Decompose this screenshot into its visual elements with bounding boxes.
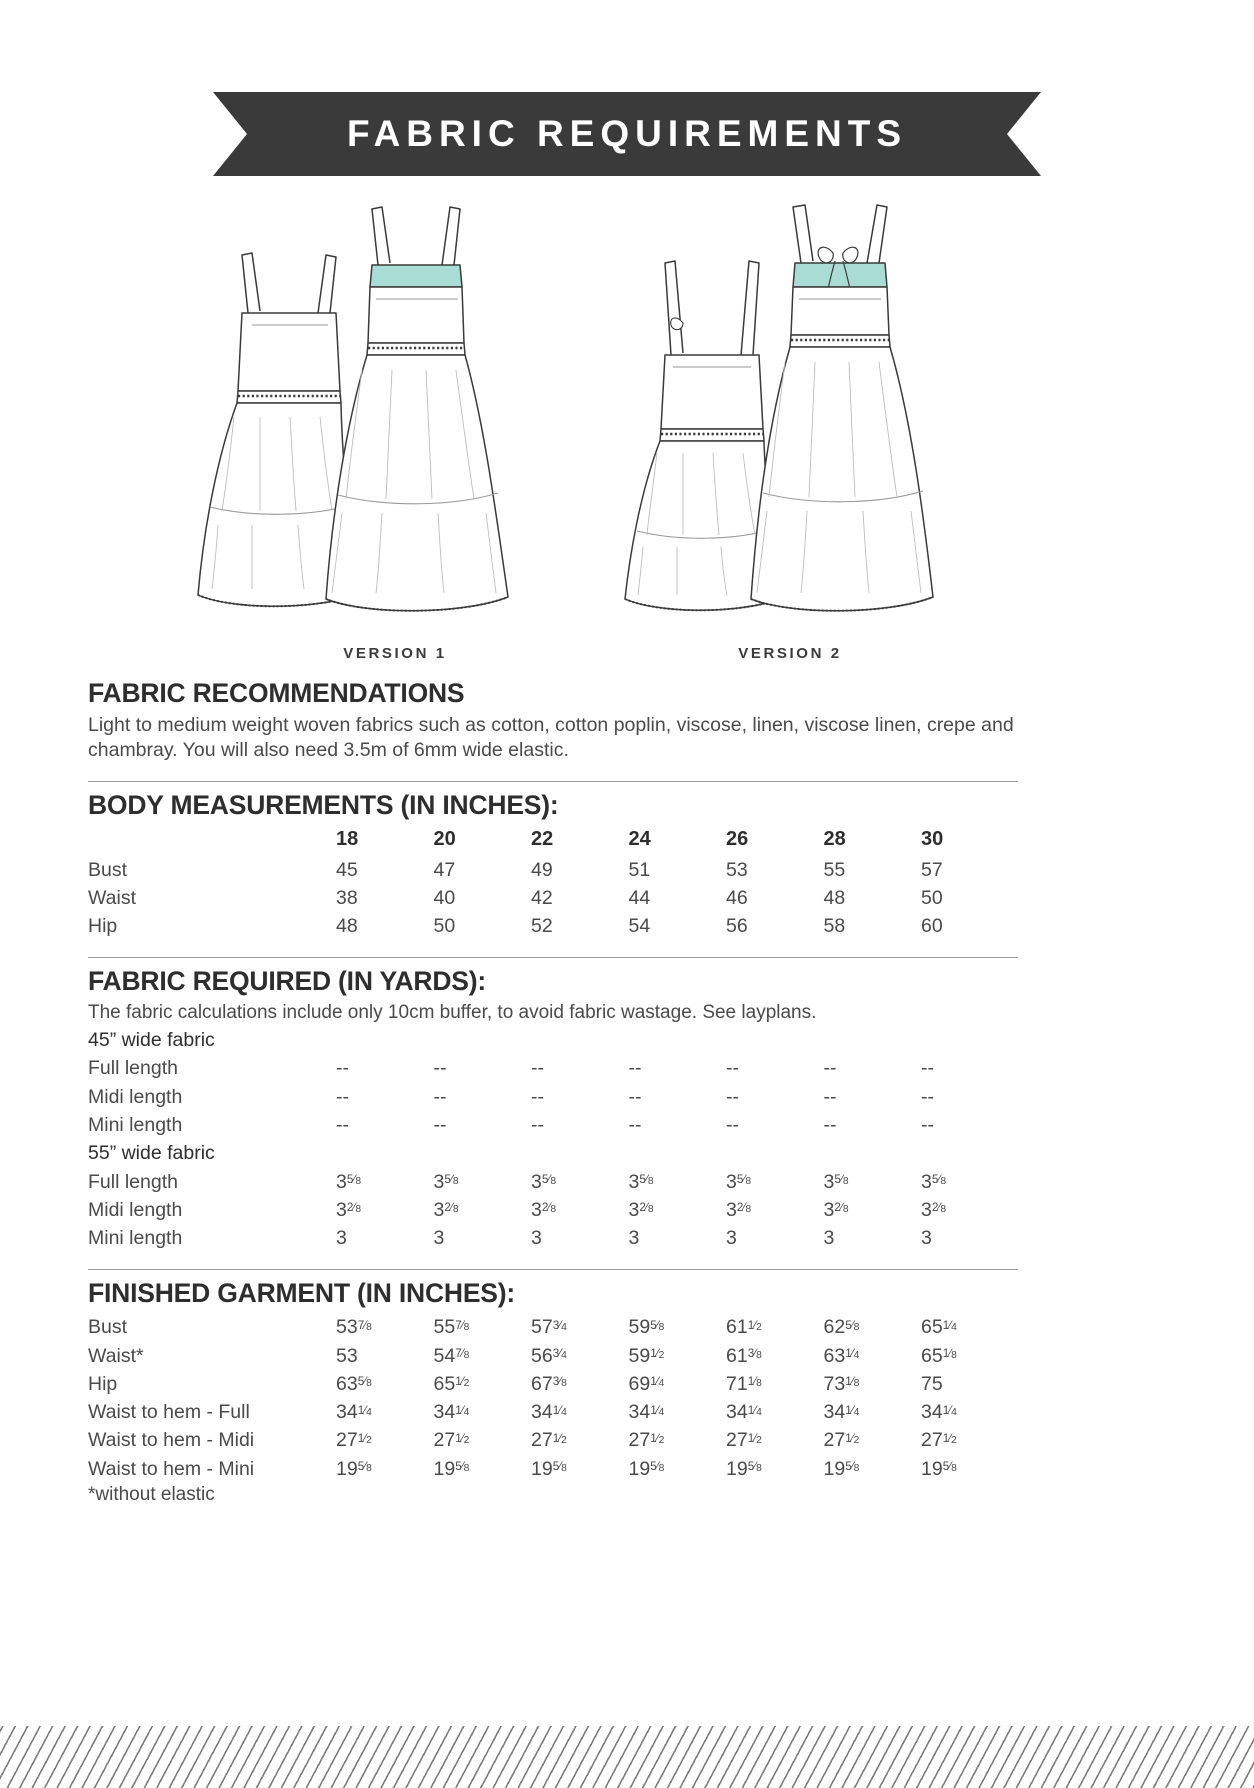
size-header-cell: 26	[726, 827, 749, 850]
garment-measure-value: 341⁄4	[726, 1401, 762, 1424]
garment-measure-value: 537⁄8	[336, 1316, 372, 1339]
fabric-yardage-value: 3	[921, 1227, 932, 1250]
garment-measure-value: 271⁄2	[921, 1429, 957, 1452]
fabric-required-note: The fabric calculations include only 10cm buffer, to avoid fabric wastage. See layplans.	[88, 1002, 817, 1024]
garment-measure-value: 563⁄4	[531, 1344, 567, 1367]
garment-measure-value: 595⁄8	[628, 1316, 665, 1339]
banner-shape	[247, 92, 1007, 176]
measurement-value: 54	[628, 915, 651, 938]
garment-measure-label: Waist*	[88, 1344, 144, 1367]
fabric-required-table	[88, 1026, 1019, 1252]
fabric-yardage-value: --	[628, 1057, 642, 1080]
measurement-value: 52	[531, 915, 553, 938]
table-row	[88, 1455, 1019, 1483]
garment-measure-value: 75	[921, 1372, 943, 1395]
fabric-length-label: Mini length	[88, 1113, 183, 1136]
garment-measure-value: 673⁄8	[531, 1372, 567, 1395]
garment-measure-value: 631⁄4	[823, 1344, 860, 1367]
garment-measure-value: 271⁄2	[433, 1429, 470, 1452]
garment-measure-value: 341⁄4	[433, 1401, 470, 1424]
fabric-yardage-value: --	[628, 1113, 642, 1136]
garment-measure-value: 195⁄8	[336, 1457, 372, 1480]
table-row	[88, 1370, 1019, 1398]
measurement-value: 53	[726, 858, 748, 881]
fabric-width-45-label: 45” wide fabric	[88, 1029, 215, 1052]
garment-measure-label: Waist to hem - Full	[88, 1401, 250, 1424]
finished-garment-table	[88, 1313, 1019, 1483]
body-measurements-heading: BODY MEASUREMENTS (IN INCHES):	[88, 789, 559, 820]
garment-measure-value: 341⁄4	[336, 1401, 372, 1424]
fabric-yardage-value: --	[921, 1057, 934, 1080]
size-header-cell: 18	[336, 827, 359, 850]
garment-measure-value: 651⁄8	[921, 1344, 957, 1367]
divider-1	[88, 781, 1018, 782]
fabric-yardage-value: 32⁄8	[823, 1198, 849, 1221]
version-2-label: VERSION 2	[738, 645, 842, 662]
garment-measure-label: Hip	[88, 1372, 118, 1395]
v1-dress-back	[326, 207, 508, 611]
table-row	[88, 1426, 1019, 1454]
garment-measure-value: 635⁄8	[336, 1372, 372, 1395]
garment-measure-value: 547⁄8	[433, 1344, 470, 1367]
fabric-yardage-value: 32⁄8	[531, 1198, 557, 1221]
fabric-length-label: Mini length	[88, 1227, 183, 1250]
fabric-yardage-value: 3	[726, 1227, 737, 1250]
garment-measure-value: 711⁄8	[726, 1372, 762, 1395]
garment-measure-value: 195⁄8	[823, 1457, 860, 1480]
fabric-yardage-value: 3	[433, 1227, 445, 1250]
fabric-length-label: Full length	[88, 1170, 178, 1193]
garment-measure-value: 195⁄8	[921, 1457, 957, 1480]
fabric-yardage-value: --	[433, 1057, 447, 1080]
measurement-label: Waist	[88, 886, 137, 909]
fabric-yardage-value: 32⁄8	[921, 1198, 947, 1221]
measurement-value: 46	[726, 886, 748, 909]
garment-measure-value: 341⁄4	[823, 1401, 860, 1424]
fabric-yardage-value: 35⁄8	[823, 1170, 849, 1193]
garment-measure-value: 271⁄2	[531, 1429, 567, 1452]
fabric-yardage-value: 32⁄8	[726, 1198, 752, 1221]
fabric-yardage-value: --	[336, 1057, 349, 1080]
measurement-value: 50	[433, 915, 456, 938]
fabric-length-label: Midi length	[88, 1085, 183, 1108]
measurement-value: 42	[531, 886, 553, 909]
measurement-value: 57	[921, 858, 943, 881]
measurement-value: 58	[823, 915, 846, 938]
garment-measure-value: 195⁄8	[531, 1457, 567, 1480]
fabric-yardage-value: 32⁄8	[336, 1198, 362, 1221]
fabric-yardage-value: --	[433, 1085, 447, 1108]
content-area	[88, 678, 1018, 1508]
table-row	[88, 1313, 1019, 1341]
fabric-yardage-value: 32⁄8	[433, 1198, 459, 1221]
fabric-yardage-value: --	[531, 1113, 544, 1136]
measurement-label: Hip	[88, 915, 118, 938]
version-2-illustration	[615, 195, 945, 635]
table-row	[88, 912, 1019, 940]
garment-measure-value: 271⁄2	[628, 1429, 665, 1452]
size-header-blank	[88, 825, 336, 856]
fabric-yardage-value: 35⁄8	[726, 1170, 752, 1193]
table-row	[88, 1111, 1019, 1139]
measurement-value: 38	[336, 886, 358, 909]
table-row	[88, 1083, 1019, 1111]
garment-illustrations	[0, 195, 1254, 635]
fabric-yardage-value: --	[726, 1113, 739, 1136]
table-header-row	[88, 825, 1019, 856]
fabric-yardage-value: 35⁄8	[628, 1170, 654, 1193]
fabric-length-label: Midi length	[88, 1198, 183, 1221]
measurement-value: 47	[433, 858, 456, 881]
measurement-value: 55	[823, 858, 846, 881]
measurement-value: 44	[628, 886, 651, 909]
garment-measure-value: 341⁄4	[921, 1401, 957, 1424]
fabric-yardage-value: --	[628, 1085, 642, 1108]
table-row	[88, 1398, 1019, 1426]
divider-3	[88, 1269, 1018, 1270]
garment-measure-label: Bust	[88, 1316, 128, 1339]
garment-measure-value: 53	[336, 1344, 358, 1367]
fabric-yardage-value: 35⁄8	[336, 1170, 362, 1193]
finished-garment-footnote: *without elastic	[88, 1483, 215, 1505]
size-header-cell: 20	[433, 827, 456, 850]
garment-measure-label: Waist to hem - Mini	[88, 1457, 255, 1480]
garment-measure-value: 625⁄8	[823, 1316, 860, 1339]
fabric-yardage-value: --	[531, 1085, 544, 1108]
bottom-hatch-strip	[0, 1725, 1254, 1788]
page-title: FABRIC REQUIREMENTS	[346, 113, 908, 154]
fabric-yardage-value: --	[823, 1057, 837, 1080]
table-subheader-row	[88, 1139, 1019, 1167]
v2-dress-back	[751, 205, 933, 611]
fabric-yardage-value: --	[726, 1057, 739, 1080]
fabric-yardage-value: --	[726, 1085, 739, 1108]
table-row	[88, 1168, 1019, 1196]
table-row	[88, 884, 1019, 912]
garment-measure-value: 195⁄8	[628, 1457, 665, 1480]
table-row	[88, 856, 1019, 884]
measurement-value: 48	[823, 886, 846, 909]
fabric-yardage-value: --	[433, 1113, 447, 1136]
garment-measure-label: Waist to hem - Midi	[88, 1429, 255, 1452]
finished-garment-heading: FINISHED GARMENT (IN INCHES):	[88, 1278, 516, 1309]
fabric-yardage-value: --	[531, 1057, 544, 1080]
garment-measure-value: 341⁄4	[531, 1401, 567, 1424]
fabric-recommendations-heading: FABRIC RECOMMENDATIONS	[88, 678, 465, 708]
garment-measure-value: 195⁄8	[726, 1457, 762, 1480]
fabric-yardage-value: 3	[823, 1227, 835, 1250]
garment-measure-value: 557⁄8	[433, 1316, 470, 1339]
garment-measure-value: 591⁄2	[628, 1344, 665, 1367]
table-row	[88, 1054, 1019, 1082]
measurement-value: 51	[628, 858, 651, 881]
measurement-value: 40	[433, 886, 456, 909]
fabric-yardage-value: 35⁄8	[433, 1170, 459, 1193]
table-row	[88, 1342, 1019, 1370]
size-header-cell: 24	[628, 827, 651, 850]
size-header-cell: 30	[921, 827, 944, 850]
body-measurements-table	[88, 825, 1019, 941]
fabric-recommendations-body: Light to medium weight woven fabrics such as cotton, cotton poplin, viscose, linen, viscose linen, crepe and chambray. You will also need 3.5m of 6mm wide elastic.	[88, 714, 1014, 762]
garment-measure-value: 691⁄4	[628, 1372, 665, 1395]
fabric-yardage-value: 35⁄8	[531, 1170, 557, 1193]
page-banner	[0, 92, 1254, 176]
fabric-yardage-value: --	[336, 1085, 349, 1108]
garment-measure-value: 271⁄2	[336, 1429, 372, 1452]
garment-measure-value: 651⁄4	[921, 1316, 957, 1339]
version-1-label: VERSION 1	[343, 645, 447, 662]
garment-measure-value: 271⁄2	[823, 1429, 860, 1452]
fabric-required-heading: FABRIC REQUIRED (IN YARDS):	[88, 966, 487, 997]
garment-measure-value: 651⁄2	[433, 1372, 470, 1395]
size-header-cell: 22	[531, 827, 554, 850]
fabric-yardage-value: 32⁄8	[628, 1198, 654, 1221]
fabric-yardage-value: --	[921, 1085, 934, 1108]
garment-measure-value: 613⁄8	[726, 1344, 762, 1367]
garment-measure-value: 271⁄2	[726, 1429, 762, 1452]
measurement-value: 45	[336, 858, 358, 881]
fabric-width-55-label: 55” wide fabric	[88, 1142, 215, 1165]
divider-2	[88, 957, 1018, 958]
garment-measure-value: 731⁄8	[823, 1372, 860, 1395]
table-subheader-row	[88, 1026, 1019, 1054]
version-1-illustration	[190, 195, 520, 635]
measurement-value: 49	[531, 858, 553, 881]
garment-measure-value: 341⁄4	[628, 1401, 665, 1424]
fabric-yardage-value: --	[823, 1113, 837, 1136]
fabric-yardage-value: --	[823, 1085, 837, 1108]
fabric-yardage-value: --	[921, 1113, 934, 1136]
garment-measure-value: 573⁄4	[531, 1316, 567, 1339]
fabric-length-label: Full length	[88, 1057, 178, 1080]
measurement-label: Bust	[88, 858, 128, 881]
garment-measure-value: 195⁄8	[433, 1457, 470, 1480]
table-row	[88, 1224, 1019, 1252]
table-row	[88, 1196, 1019, 1224]
garment-measure-value: 611⁄2	[726, 1316, 762, 1339]
version-labels	[0, 645, 1254, 671]
measurement-value: 56	[726, 915, 748, 938]
measurement-value: 60	[921, 915, 943, 938]
measurement-value: 50	[921, 886, 943, 909]
fabric-yardage-value: 35⁄8	[921, 1170, 947, 1193]
measurement-value: 48	[336, 915, 358, 938]
fabric-yardage-value: 3	[628, 1227, 640, 1250]
fabric-yardage-value: 3	[531, 1227, 542, 1250]
fabric-yardage-value: 3	[336, 1227, 347, 1250]
size-header-cell: 28	[823, 827, 846, 850]
fabric-yardage-value: --	[336, 1113, 349, 1136]
